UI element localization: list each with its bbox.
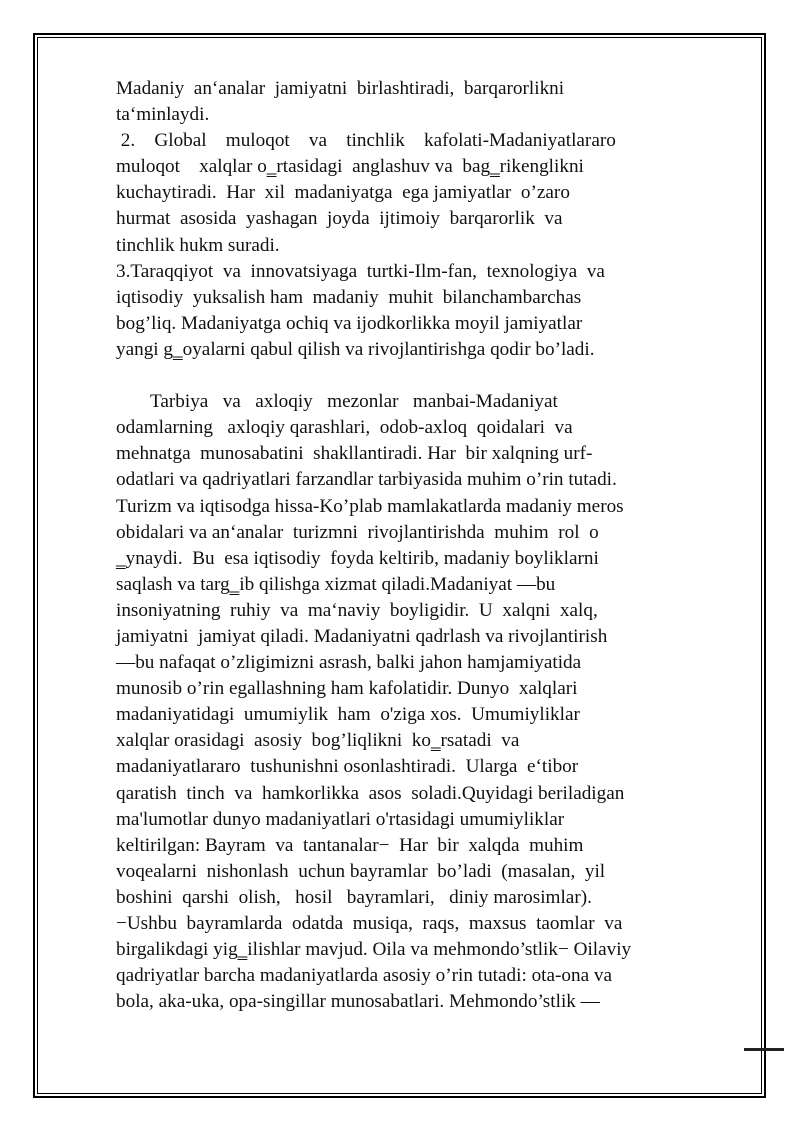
text-line: xalqlar orasidagi asosiy bog’liqlikni ko‗rsatadi va — [116, 730, 520, 752]
text-line: voqealarni nishonlash uchun bayramlar bo’ladi (masalan, yil — [116, 860, 606, 882]
text-line: boshini qarshi olish, hosil bayramlari, diniy marosimlar). — [116, 886, 592, 908]
text-line: insoniyatning ruhiy va ma‘naviy boyligidir. U xalqni xalq, — [116, 599, 598, 621]
text-line: birgalikdagi yig‗ilishlar mavjud. Oila va mehmondo’stlik− Oilaviy — [116, 939, 632, 961]
text-line: muloqot xalqlar o‗rtasidagi anglashuv va bag‗rikenglikni — [116, 156, 584, 178]
text-line: bola, aka-uka, opa-singillar munosabatlari. Mehmondo’stlik — — [116, 991, 600, 1013]
document-body — [116, 76, 746, 1015]
text-line: saqlash va targ‗ib qilishga xizmat qiladi.Madaniyat —bu — [116, 573, 556, 595]
text-line: ma'lumotlar dunyo madaniyatlari o'rtasidagi umumiyliklar — [116, 808, 565, 830]
text-line: jamiyatni jamiyat qiladi. Madaniyatni qadrlash va rivojlantirish — [116, 625, 608, 647]
text-line: obidalari va an‘analar turizmni rivojlantirishda muhim rol o — [116, 521, 599, 543]
text-line: kuchaytiradi. Har xil madaniyatga ega jamiyatlar o’zaro — [116, 182, 570, 204]
text-line: 3.Taraqqiyot va innovatsiyaga turtki-Ilm-fan, texnologiya va — [116, 260, 605, 282]
text-line: odamlarning axloqiy qarashlari, odob-axloq qoidalari va — [116, 417, 573, 439]
text-line: Madaniy an‘analar jamiyatni birlashtiradi, barqarorlikni — [116, 78, 565, 99]
text-line: —bu nafaqat o’zligimizni asrash, balki jahon hamjamiyatida — [116, 652, 582, 674]
edge-marker — [744, 1048, 784, 1051]
text-line: keltirilgan: Bayram va tantanalar− Har bir xalqda muhim — [116, 834, 584, 856]
text-line: bog’liq. Madaniyatga ochiq va ijodkorlikka moyil jamiyatlar — [116, 312, 583, 334]
text-line: yangi g‗oyalarni qabul qilish va rivojlantirishga qodir bo’ladi. — [116, 338, 595, 360]
text-line: madaniyatlararo tushunishni osonlashtiradi. Ularga e‘tibor — [116, 756, 579, 778]
text-line: qaratish tinch va hamkorlikka asos soladi.Quyidagi beriladigan — [116, 782, 625, 804]
text-line: ‗ynaydi. Bu esa iqtisodiy foyda keltirib, madaniy boyliklarni — [116, 547, 599, 569]
text-line: mehnatga munosabatini shakllantiradi. Har bir xalqning urf- — [116, 443, 593, 465]
text-line: Turizm va iqtisodga hissa-Ko’plab mamlakatlarda madaniy meros — [116, 495, 624, 517]
text-line: odatlari va qadriyatlari farzandlar tarbiyasida muhim o’rin tutadi. — [116, 469, 617, 491]
text-line: 2. Global muloqot va tinchlik kafolati-Madaniyatlararo — [116, 130, 616, 152]
text-line: madaniyatidagi umumiylik ham o'ziga xos. Umumiyliklar — [116, 704, 580, 726]
text-line: ta‘minlaydi. — [116, 104, 210, 126]
text-line: munosib o’rin egallashning ham kafolatidir. Dunyo xalqlari — [116, 678, 578, 700]
paragraph-gap — [116, 363, 746, 389]
text-line: −Ushbu bayramlarda odatda musiqa, raqs, maxsus taomlar va — [116, 913, 623, 934]
text-line: Tarbiya va axloqiy mezonlar manbai-Madaniyat — [150, 391, 558, 413]
text-line: qadriyatlar barcha madaniyatlarda asosiy o’rin tutadi: ota-ona va — [116, 965, 613, 987]
text-line: tinchlik hukm suradi. — [116, 234, 280, 256]
text-line: hurmat asosida yashagan joyda ijtimoiy barqarorlik va — [116, 208, 563, 230]
text-line: iqtisodiy yuksalish ham madaniy muhit bilanchambarchas — [116, 286, 582, 308]
